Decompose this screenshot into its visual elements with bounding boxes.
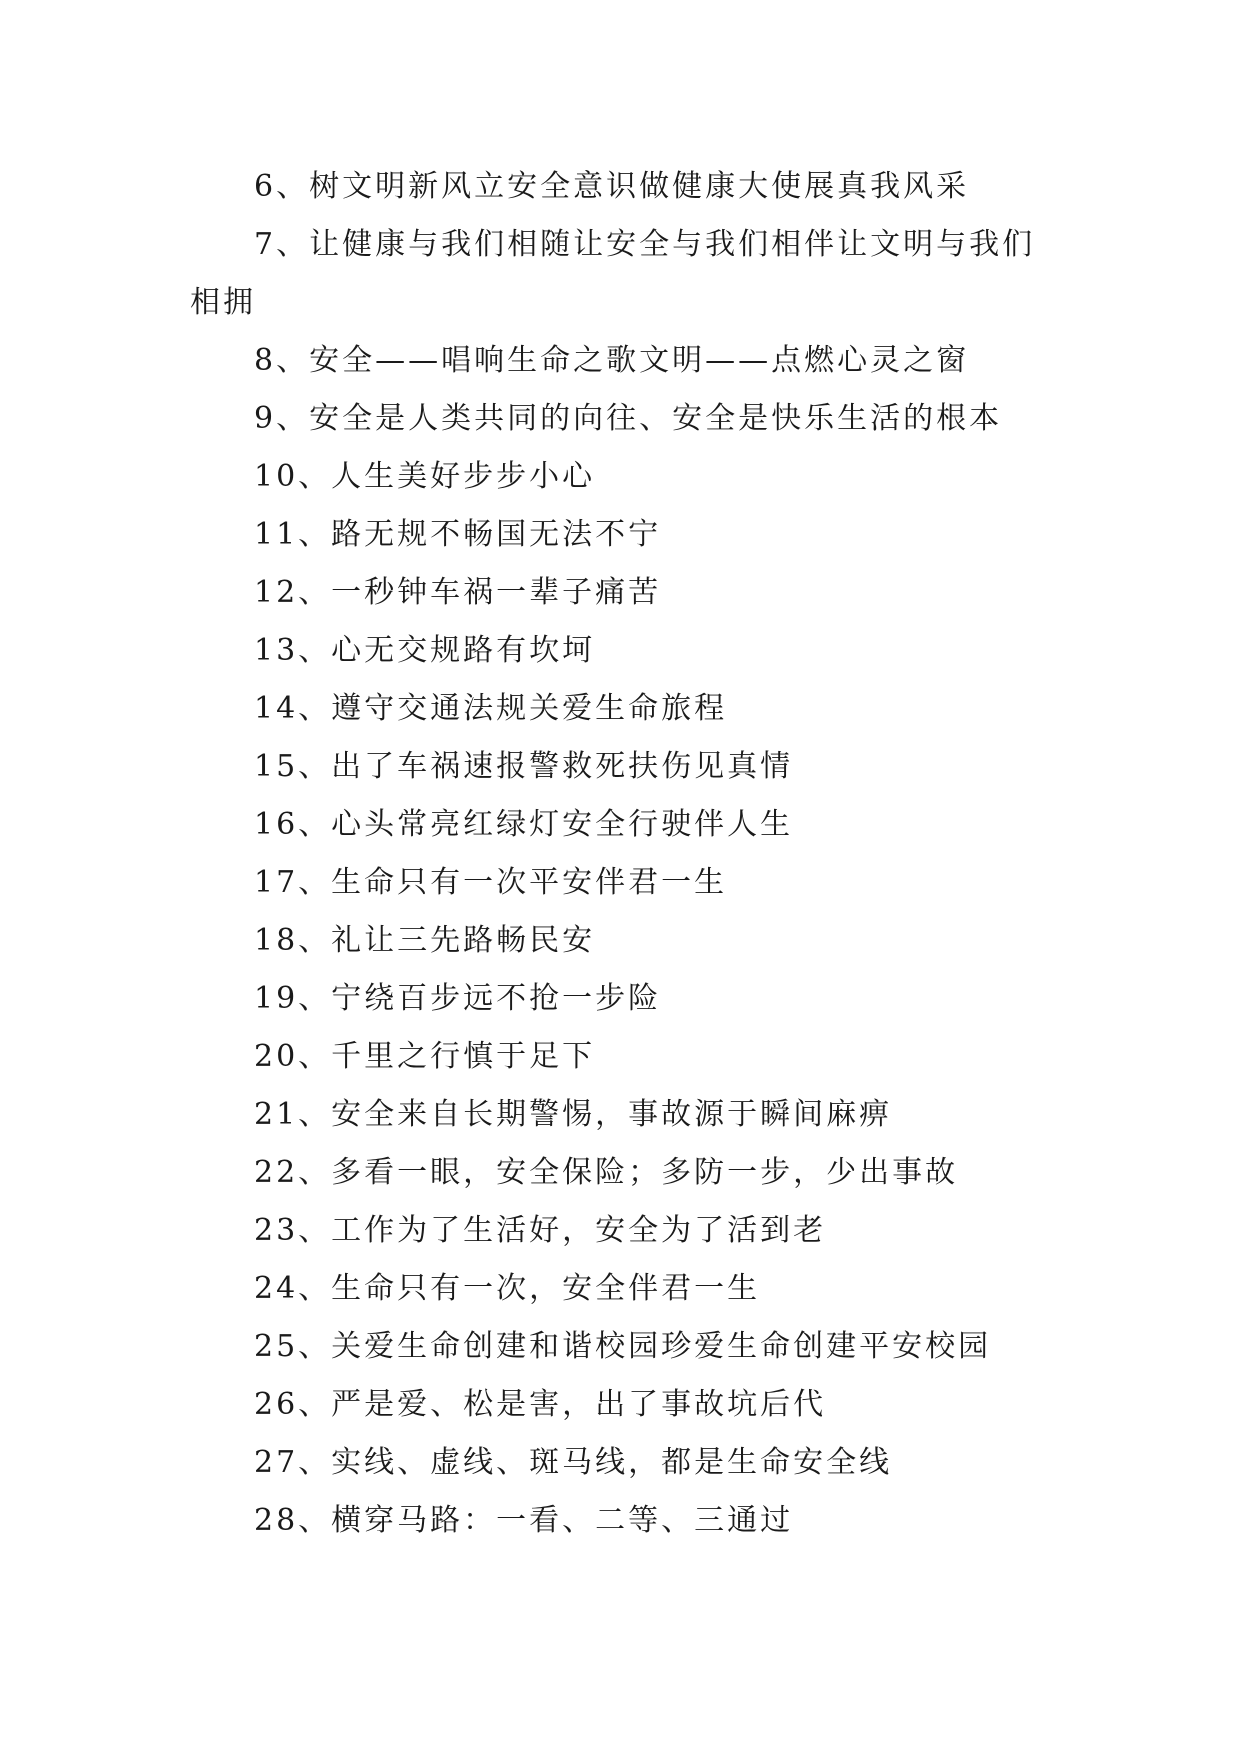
- list-item: 19、宁绕百步远不抢一步险: [254, 981, 662, 1016]
- list-item: 26、严是爱、松是害，出了事故坑后代: [254, 1387, 827, 1422]
- list-item: 23、工作为了生活好，安全为了活到老: [254, 1213, 827, 1248]
- list-item: 18、礼让三先路畅民安: [254, 923, 596, 958]
- list-item: 20、千里之行慎于足下: [254, 1039, 596, 1074]
- list-item: 10、人生美好步步小心: [254, 459, 596, 494]
- list-item: 15、出了车祸速报警救死扶伤见真情: [254, 749, 794, 784]
- list-item: 12、一秒钟车祸一辈子痛苦: [254, 575, 662, 610]
- slogan-list: [190, 158, 1060, 1550]
- list-item: 17、生命只有一次平安伴君一生: [254, 865, 728, 900]
- list-item: 16、心头常亮红绿灯安全行驶伴人生: [254, 807, 794, 842]
- list-item: 27、实线、虚线、斑马线，都是生命安全线: [254, 1445, 893, 1480]
- list-item: 7、让健康与我们相随让安全与我们相伴让文明与我们相拥: [190, 227, 1036, 320]
- list-item: 9、安全是人类共同的向往、安全是快乐生活的根本: [254, 401, 1003, 436]
- list-item: 14、遵守交通法规关爱生命旅程: [254, 691, 728, 726]
- list-item: 8、安全——唱响生命之歌文明——点燃心灵之窗: [254, 343, 970, 378]
- list-item: 22、多看一眼，安全保险；多防一步，少出事故: [254, 1155, 959, 1190]
- list-item: 24、生命只有一次，安全伴君一生: [254, 1271, 761, 1306]
- list-item: 28、横穿马路：一看、二等、三通过: [254, 1503, 794, 1538]
- list-item: 21、安全来自长期警惕，事故源于瞬间麻痹: [254, 1097, 893, 1132]
- list-item: 25、关爱生命创建和谐校园珍爱生命创建平安校园: [254, 1329, 992, 1364]
- list-item: 11、路无规不畅国无法不宁: [254, 517, 662, 552]
- list-item: 6、树文明新风立安全意识做健康大使展真我风采: [254, 169, 970, 204]
- list-item: 13、心无交规路有坎坷: [254, 633, 596, 668]
